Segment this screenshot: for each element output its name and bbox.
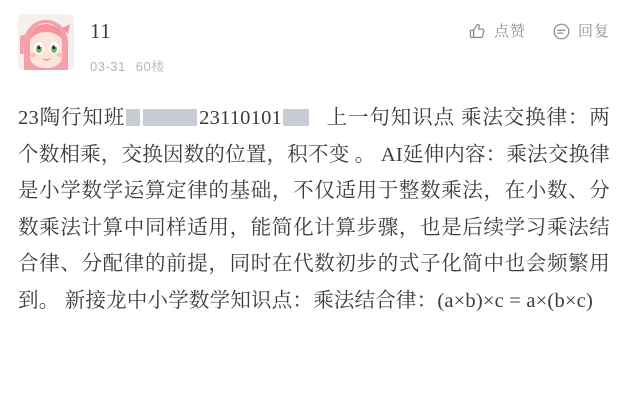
post-content bbox=[18, 100, 610, 319]
like-button[interactable] bbox=[468, 22, 526, 41]
post-header bbox=[18, 14, 610, 84]
thumbs-up-icon bbox=[468, 22, 487, 41]
username[interactable]: 11 bbox=[90, 19, 112, 43]
reply-button[interactable] bbox=[552, 22, 610, 41]
scrollbar-thumb[interactable] bbox=[622, 40, 626, 190]
comment-icon bbox=[552, 22, 571, 41]
post-content-text: 上一句知识点 乘法交换律：两个数相乘，交换因数的位置，积不变 。 AI延伸内容：乘法交换律是小学数学运算定律的基础，不仅适用于整数乘法，在小数、分数乘法计算中同样适用，能简化计算步骤，也是后续学习乘法结合律、分配律的前提，同时在代数初步的式子化简中也会频繁用到。 新接龙中小学数学知识点：乘法结合律：(a×b)×c = a×(b×c) bbox=[18, 107, 610, 312]
post-meta bbox=[90, 56, 610, 75]
post-content-prefix: 23陶行知班 bbox=[18, 107, 126, 129]
reply-label: 回复 bbox=[577, 23, 610, 40]
redacted-block-2 bbox=[143, 109, 197, 126]
like-label: 点赞 bbox=[493, 23, 526, 40]
avatar[interactable] bbox=[18, 14, 74, 70]
scrollbar[interactable] bbox=[622, 0, 626, 413]
post-date: 03-31 bbox=[90, 59, 126, 74]
redacted-block-1 bbox=[126, 109, 140, 126]
post-floor: 60楼 bbox=[135, 59, 165, 74]
post-actions bbox=[468, 22, 610, 41]
redacted-block-3 bbox=[283, 109, 309, 126]
post-content-id: 23110101 bbox=[199, 107, 282, 129]
avatar-image bbox=[18, 14, 74, 70]
